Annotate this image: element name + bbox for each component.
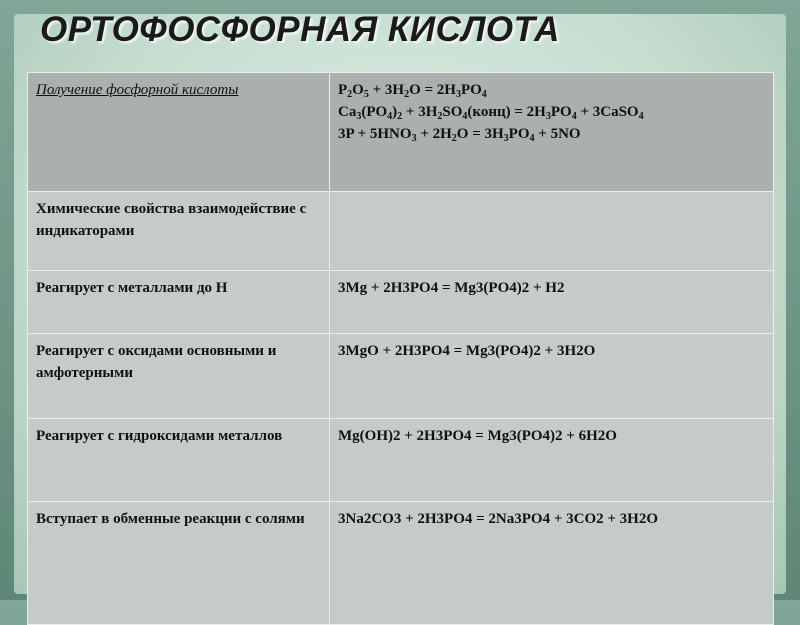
table-row	[28, 73, 774, 192]
row-equation	[330, 192, 774, 271]
equation-line: $P_2O_5 + 3H_2O = 2H_3PO_4$	[338, 82, 487, 100]
preparation-equations	[330, 73, 774, 192]
properties-table	[27, 72, 774, 625]
row-label-preparation: Получение фосфорной кислоты	[28, 73, 330, 192]
row-label: Реагирует с оксидами основными и амфотерными	[28, 334, 330, 419]
table-row	[28, 502, 774, 625]
row-label: Вступает в обменные реакции с солями	[28, 502, 330, 625]
row-equation: 3Mg + 2H3PO4 = Mg3(PO4)2 + H2	[330, 271, 774, 334]
row-label: Химические свойства взаимодействие с индикаторами	[28, 192, 330, 271]
row-equation: Mg(OH)2 + 2H3PO4 = Mg3(PO4)2 + 6H2O	[330, 419, 774, 502]
row-equation: 3MgO + 2H3PO4 = Mg3(PO4)2 + 3H2O	[330, 334, 774, 419]
equation-line: $3P + 5HNO_3 + 2H_2O = 3H_3PO_4 + 5NO$	[338, 126, 581, 144]
row-equation: 3Na2CO3 + 2H3PO4 = 2Na3PO4 + 3CO2 + 3H2O	[330, 502, 774, 625]
equation-line: $Ca_3(PO_4)_2$ + $3H_2SO_4(конц) = 2H_3PO_4$ + 3CaSO$_4$	[338, 104, 644, 122]
slide-title: ОРТОФОСФОРНАЯ КИСЛОТА	[40, 10, 560, 49]
table-row	[28, 271, 774, 334]
table-row	[28, 419, 774, 502]
table-row	[28, 192, 774, 271]
row-label: Реагирует с гидроксидами металлов	[28, 419, 330, 502]
row-label: Реагирует с металлами до Н	[28, 271, 330, 334]
table-row	[28, 334, 774, 419]
